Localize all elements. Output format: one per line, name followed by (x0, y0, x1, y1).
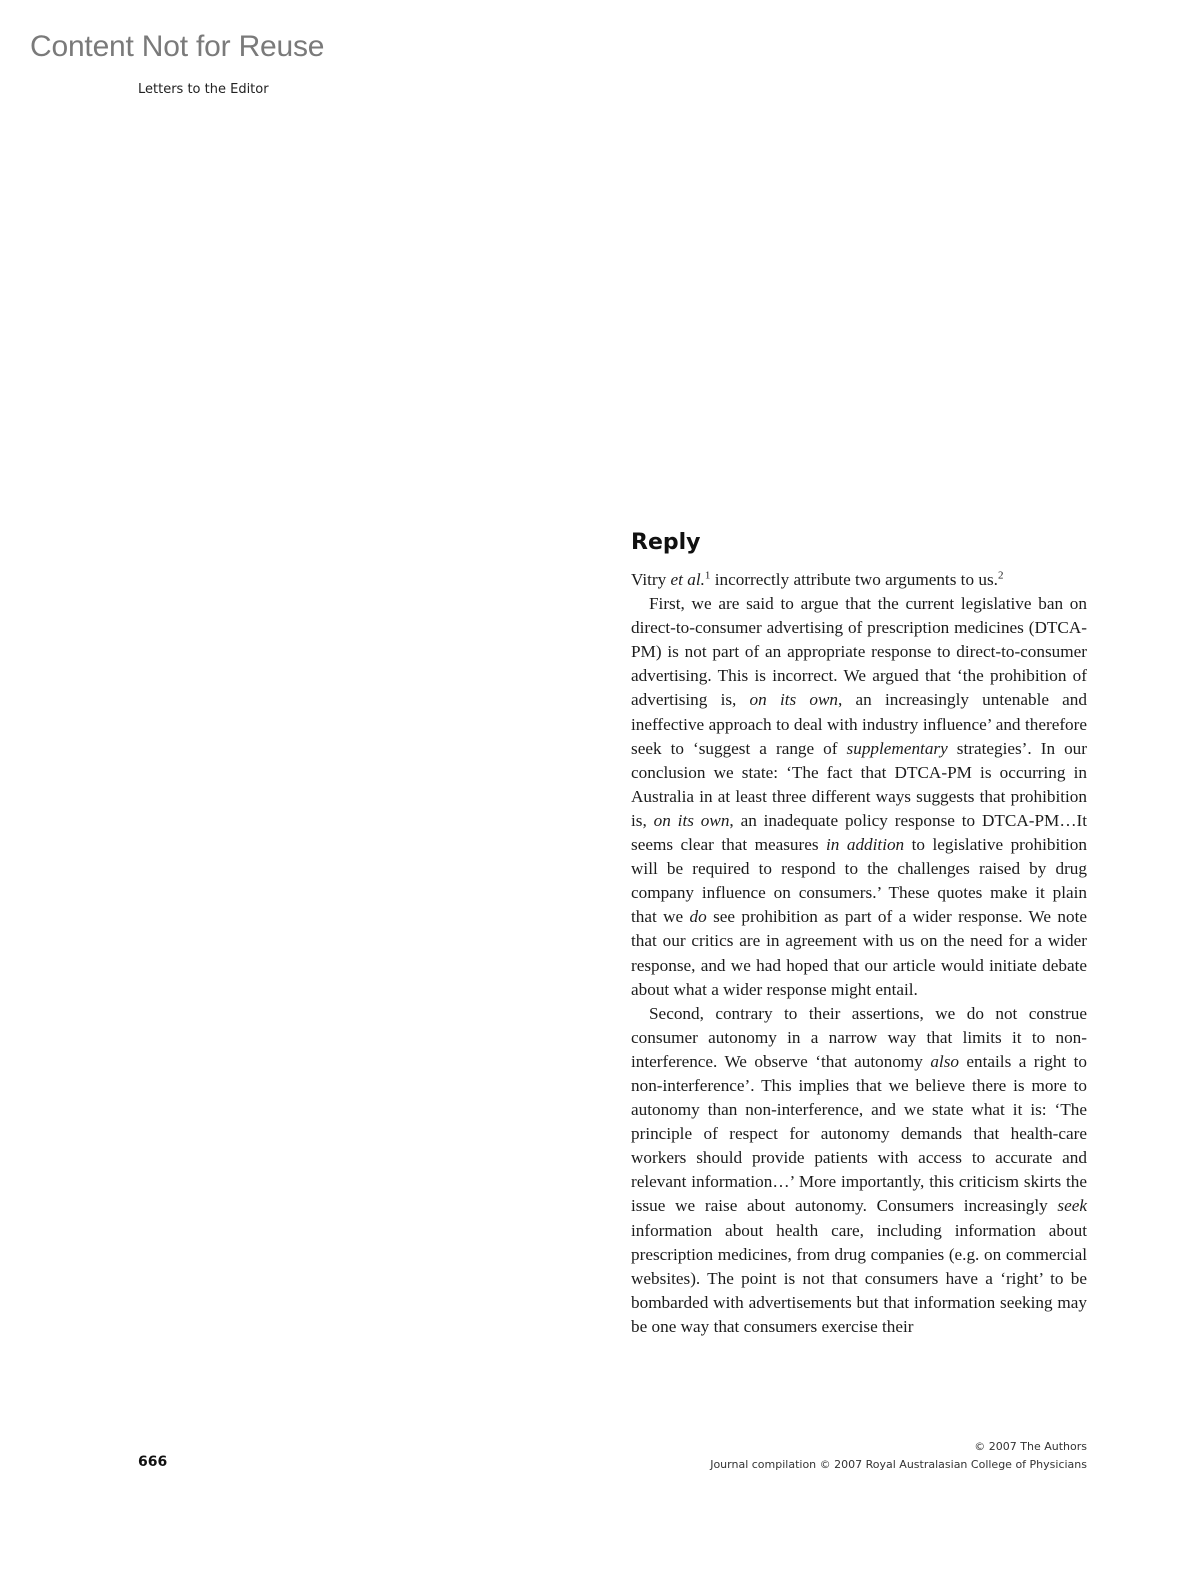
p3-text-e: information about health care, including information about prescription medicines, from drug companies (e.g. on commercial websites). The point is not that consumers have a ‘right’ to be bombarded with advertisements but that information seeking may be one way that consumers exercise their (631, 1220, 1087, 1336)
article-heading: Reply (631, 530, 701, 555)
footer-copyright: © 2007 The Authors (974, 1440, 1087, 1453)
p2-italic-b: on its own (749, 690, 839, 710)
p1-text-d: incorrectly attribute two arguments to us. (710, 570, 998, 589)
p1-ref-1: 1 (704, 569, 711, 582)
footer (710, 1438, 1087, 1474)
p1-italic-et-al: et al. (670, 570, 705, 589)
running-head: Letters to the Editor (138, 82, 269, 97)
p3-italic-b: also (930, 1051, 959, 1071)
p2-text-i: to legislative prohibition will be required to respond to the challenges raised by drug company influence on consumers.’ These quotes make it plain that we (631, 835, 1087, 927)
p2-text-c: , an increasingly untenable and ineffective approach to deal with industry influence’ and therefore seek to ‘suggest a range of (631, 690, 1087, 758)
watermark: Content Not for Reuse (30, 30, 325, 63)
p2-text-g: , an inadequate policy response to DTCA-PM…It seems clear that measures (631, 810, 1088, 855)
p2-italic-j: do (689, 907, 707, 927)
p2-italic-f: on its own (653, 810, 730, 830)
p3-italic-d: seek (1057, 1196, 1087, 1216)
p2-text-a: First, we are said to argue that the current legislative ban on direct-to-consumer advertising of prescription medicines (DTCA-PM) is not part of an appropriate response to direct-to-consumer advertising. This is incorrect. We argued that ‘the prohibition of advertising is, (631, 594, 1087, 710)
p1-ref-2: 2 (997, 569, 1004, 582)
p2-text-k: see prohibition as part of a wider response. We note that our critics are in agreement with us on the need for a wider response, and we had hoped that our article would initiate debate about what a wider response might entail. (631, 907, 1087, 999)
p3-text-c: entails a right to non-interference’. This implies that we believe there is more to autonomy than non-interference, and we state what it is: ‘The principle of respect for autonomy demands that health-care workers should provide patients with access to accurate and relevant information…’ More importantly, this criticism skirts the issue we raise about autonomy. Consumers increasingly (631, 1051, 1088, 1216)
article-column (631, 528, 1087, 1339)
p2-italic-d: supplementary (846, 738, 948, 758)
p2-italic-h: in addition (826, 835, 905, 855)
p3-text-a: Second, contrary to their assertions, we do not construe consumer autonomy in a narrow way that limits it to non-interference. We observe ‘that autonomy (631, 1003, 1087, 1071)
p2-text-e: strategies’. In our conclusion we state: ‘The fact that DTCA-PM is occurring in Australia in at least three different ways suggests that prohibition is, (631, 738, 1087, 830)
page-number: 666 (138, 1454, 168, 1470)
p1-text-a: Vitry (631, 570, 671, 589)
paragraph-3 (631, 1002, 1087, 1339)
paragraph-1 (631, 568, 1087, 592)
footer-journal-compilation: Journal compilation © 2007 Royal Australasian College of Physicians (710, 1458, 1087, 1471)
paragraph-2 (631, 592, 1087, 1002)
